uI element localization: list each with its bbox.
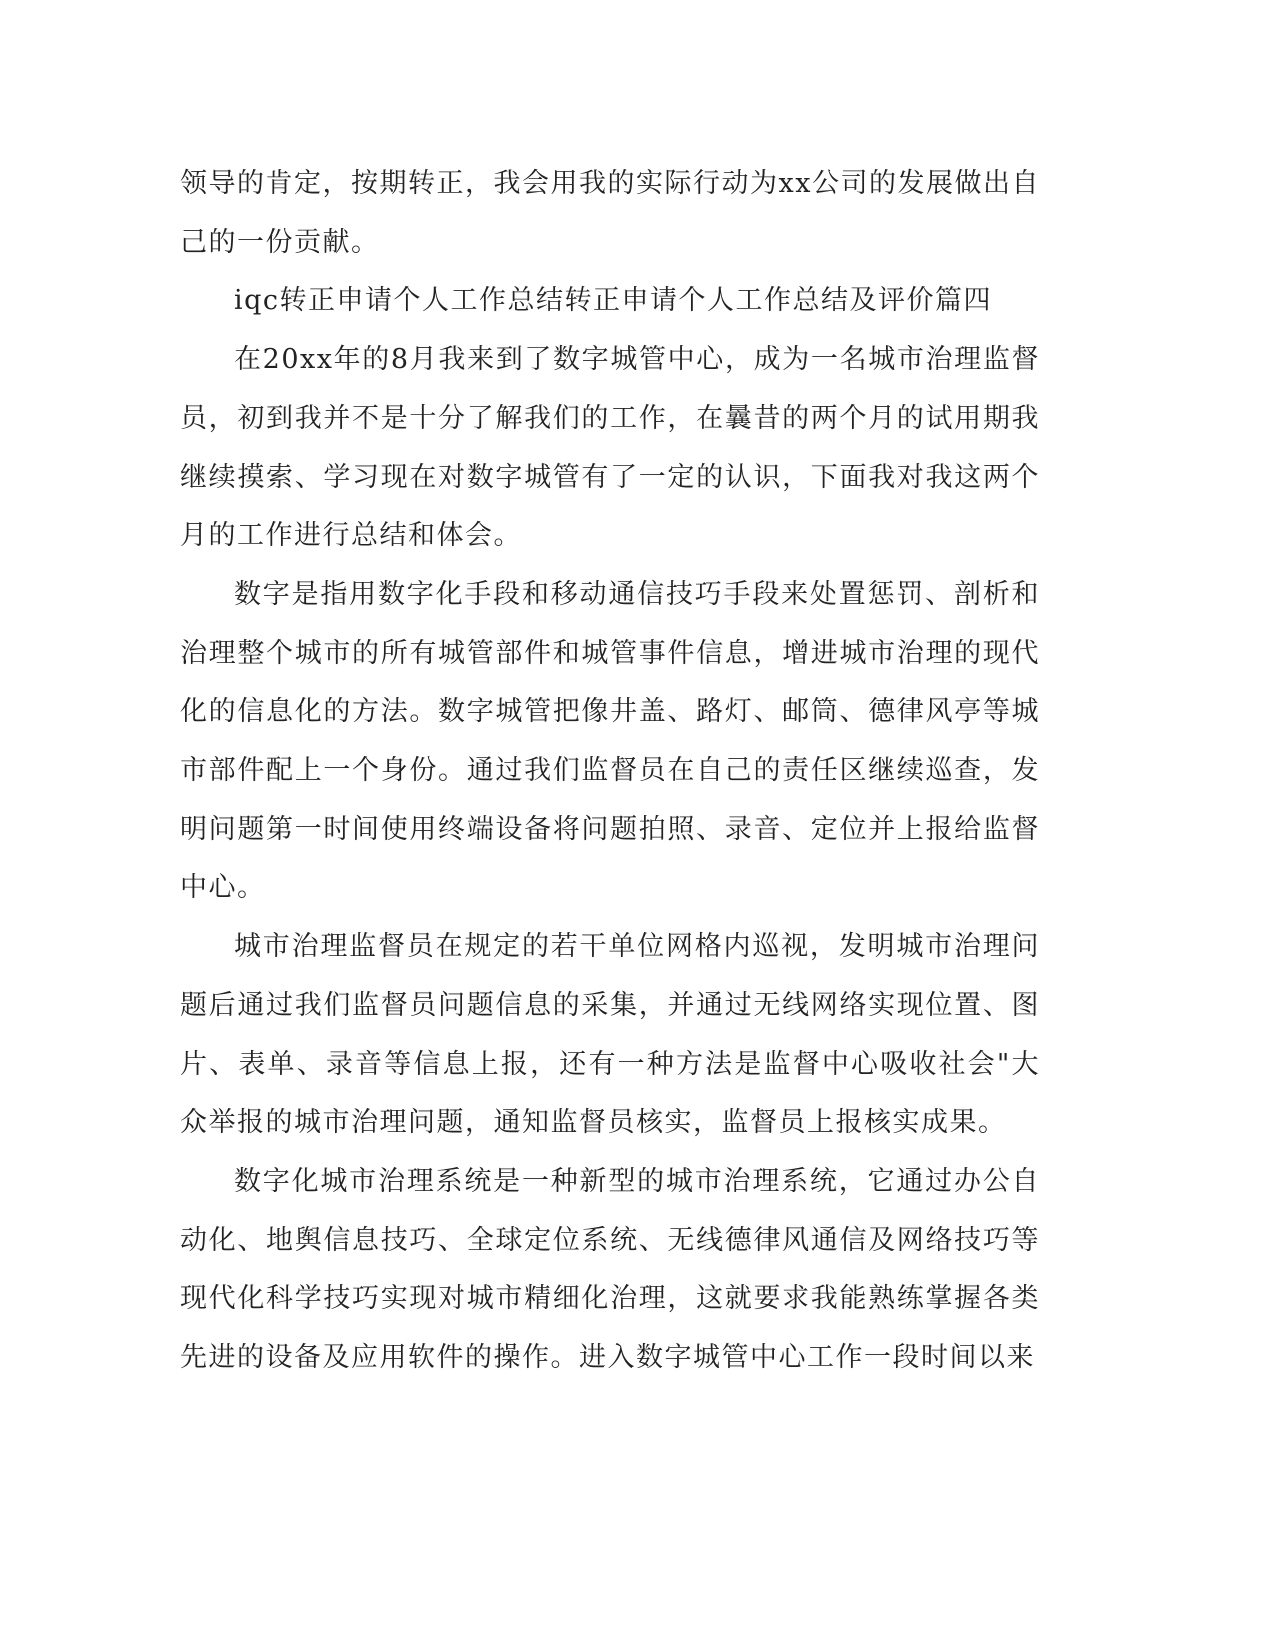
document-body [180, 155, 1040, 1388]
paragraph-continuation: 领导的肯定，按期转正，我会用我的实际行动为xx公司的发展做出自己的一份贡献。 [180, 168, 1040, 258]
paragraph: 数字化城市治理系统是一种新型的城市治理系统，它通过办公自动化、地舆信息技巧、全球定位系统、无线德律风通信及网络技巧等现代化科学技巧实现对城市精细化治理，这就要求我能熟练掌握各类先进的设备及应用软件的操作。进入数字城管中心工作一段时间以来 [180, 1165, 1040, 1374]
paragraph: 数字是指用数字化手段和移动通信技巧手段来处置惩罚、剖析和治理整个城市的所有城管部件和城管事件信息，增进城市治理的现代化的信息化的方法。数字城管把像井盖、路灯、邮筒、德律风亭等城市部件配上一个身份。通过我们监督员在自己的责任区继续巡查，发明问题第一时间使用终端设备将问题拍照、录音、定位并上报给监督中心。 [180, 578, 1040, 904]
paragraph: 城市治理监督员在规定的若干单位网格内巡视，发明城市治理问题后通过我们监督员问题信息的采集，并通过无线网络实现位置、图片、表单、录音等信息上报，还有一种方法是监督中心吸收社会"大众举报的城市治理问题，通知监督员核实，监督员上报核实成果。 [180, 931, 1040, 1139]
paragraph: 在20xx年的8月我来到了数字城管中心，成为一名城市治理监督员，初到我并不是十分了解我们的工作，在曩昔的两个月的试用期我继续摸索、学习现在对数字城管有了一定的认识，下面我对我这两个月的工作进行总结和体会。 [180, 344, 1040, 552]
section-heading: iqc转正申请个人工作总结转正申请个人工作总结及评价篇四 [234, 285, 993, 317]
